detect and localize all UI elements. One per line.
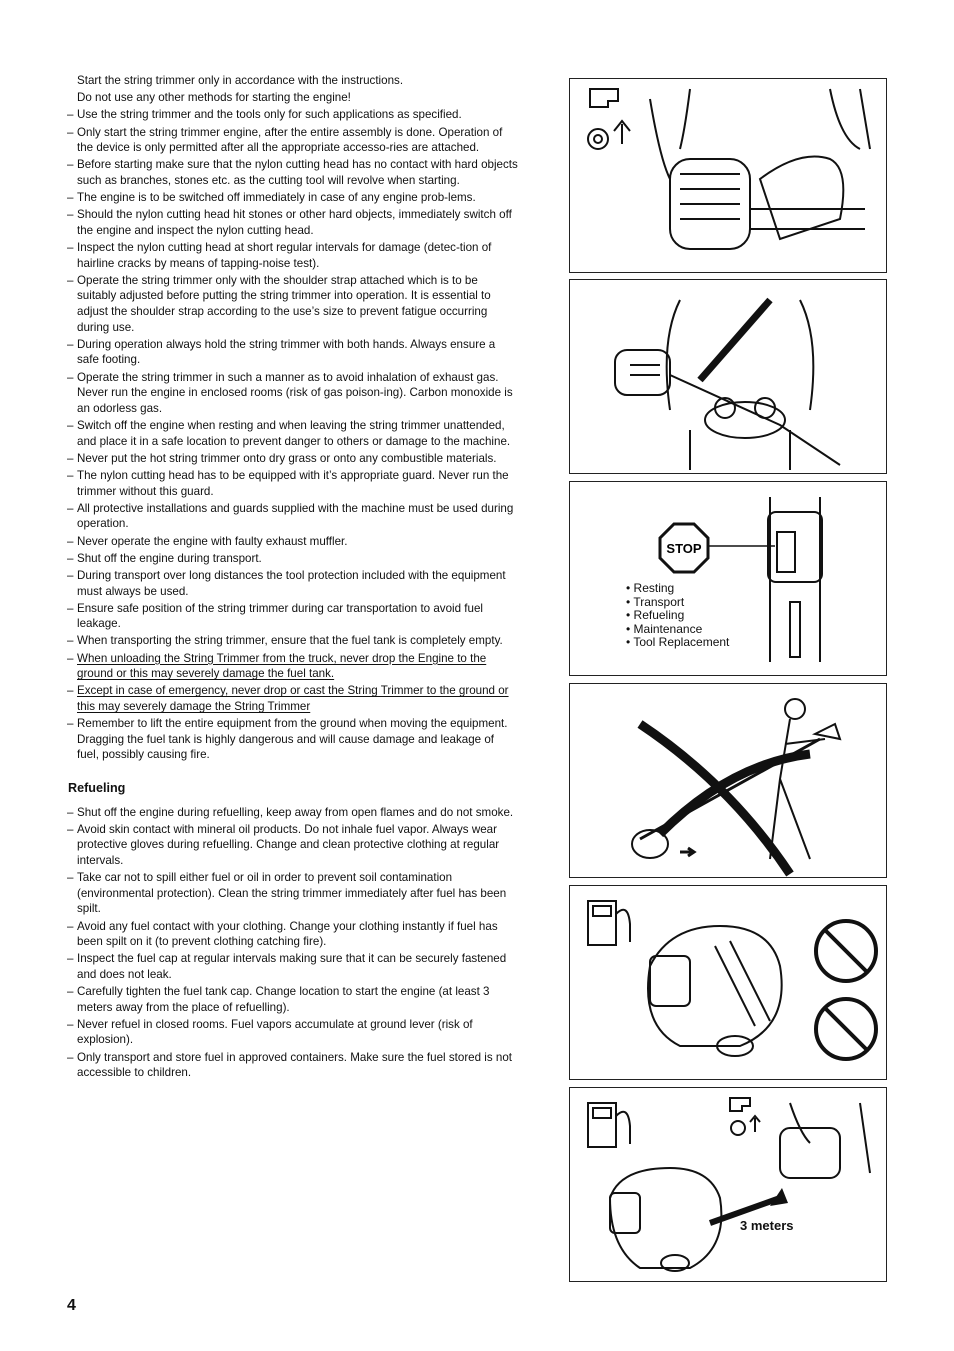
- intro-line-2: Do not use any other methods for starting the engine!: [77, 91, 351, 105]
- figure-starting-engine: [569, 78, 887, 273]
- figure-refueling: [569, 885, 887, 1080]
- text-column: [67, 73, 519, 1082]
- list-item: – Switch off the engine when resting and when leaving the string trimmer unattended, and place it in a safe location to prevent danger to others or damage to the machine.: [67, 419, 511, 448]
- refueling-heading: Refueling: [68, 781, 126, 795]
- list-item: – Shut off the engine during transport.: [67, 551, 262, 565]
- refueling-illustration: [570, 886, 886, 1079]
- list-item: – Avoid any fuel contact with your clothing. Change your clothing instantly if fuel has been spilt on it (to prevent clothing catching fire).: [67, 919, 498, 949]
- cross-stroke-2: [660, 754, 810, 834]
- list-item: – Use the string trimmer and the tools only for such applications as specified.: [67, 108, 462, 122]
- list-item: – Take car not to spill either fuel or oil in order to prevent soil contamination (environmental protection). Clean the string trimmer immediately after fuel has been spilt.: [67, 871, 507, 916]
- list-item: – Only transport and store fuel in approved containers. Make sure the fuel stored is not accessible to children.: [67, 1050, 513, 1080]
- list-item: – Never put the hot string trimmer onto dry grass or onto any combustible materials.: [67, 451, 497, 465]
- stop-conditions-list: [626, 582, 729, 650]
- list-item: – Inspect the nylon cutting head at short regular intervals for damage (detec-tion of hairline cracks by means of tapping-noise test).: [67, 241, 492, 270]
- figure-do-not-drag: [569, 683, 887, 878]
- list-item: • Tool Replacement: [626, 635, 730, 650]
- intro-line-1: Start the string trimmer only in accordance with the instructions.: [77, 74, 404, 87]
- start-icon: [730, 1098, 750, 1111]
- list-item: – Never operate the engine with faulty exhaust muffler.: [67, 534, 348, 548]
- list-item: • Refueling: [626, 608, 685, 623]
- list-item: • Transport: [626, 594, 685, 609]
- list-item: – Avoid skin contact with mineral oil products. Do not inhale fuel vapor. Always wear protective gloves during refuelling. Change and clean protective clothing at regular intervals.: [67, 822, 500, 867]
- meters-label: 3 meters: [740, 1218, 794, 1233]
- list-item: – Remember to lift the entire equipment from the ground when moving the equipment. Dragging the fuel tank is highly dangerous and will cause damage and leakage of fuel, possibly causing fire.: [67, 717, 508, 762]
- figure-move-three-meters: [569, 1087, 887, 1282]
- figure-shoulder-strap: [569, 279, 887, 474]
- list-item: – Ensure safe position of the string trimmer during car transportation to avoid fuel leakage.: [67, 601, 483, 631]
- list-item: – Should the nylon cutting head hit stones or other hard objects, immediately switch off the engine and inspect the nylon cutting head.: [67, 208, 512, 237]
- list-item: – Inspect the fuel cap at regular intervals making sure that it can be securely fastened and does not leak.: [67, 952, 507, 981]
- list-item-underlined: – When unloading the String Trimmer from the truck, never drop the Engine to the ground or this may severely damage the fuel tank.: [67, 651, 487, 681]
- list-item: – Operate the string trimmer only with the shoulder strap attached which is to be suitably adjusted before putting the string trimmer into operation. It is essential to adjust the shoulder strap according to the use’s size to prevent fatigue occurring during use.: [67, 273, 491, 334]
- list-item: – Operate the string trimmer in such a manner as to avoid inhalation of exhaust gas. Never run the engine in enclosed rooms (risk of gas poison-ing). Carbon monoxide is an odorless gas.: [67, 370, 513, 415]
- list-item: – The nylon cutting head has to be equipped with it’s appropriate guard. Never run the trimmer without this guard.: [67, 468, 509, 498]
- up-arrow-icon: [614, 121, 630, 144]
- list-item-underlined: – Except in case of emergency, never drop or cast the String Trimmer to the ground or this may severely damage the String Trimmer: [67, 684, 509, 714]
- list-item: – Before starting make sure that the nylon cutting head has no contact with hard objects such as branches, stones etc. as the cutting tool will revolve when starting.: [67, 158, 518, 187]
- safety-list: [67, 107, 519, 763]
- list-item: – During operation always hold the string trimmer with both hands. Always ensure a safe footing.: [67, 337, 496, 367]
- drag-prohibited-illustration: [570, 684, 886, 877]
- list-item: – Never refuel in closed rooms. Fuel vapors accumulate at ground lever (risk of explosion).: [67, 1017, 473, 1047]
- arrow-icon: [680, 848, 694, 856]
- move-away-illustration: [570, 1088, 886, 1281]
- list-item: – Shut off the engine during refuelling, keep away from open flames and do not smoke.: [67, 805, 514, 819]
- page-number: 4: [67, 1297, 76, 1314]
- strap-illustration: [570, 280, 886, 473]
- list-item: – The engine is to be switched off immediately in case of any engine prob-lems.: [67, 191, 476, 205]
- list-item: – Only start the string trimmer engine, after the entire assembly is done. Operation of the device is only permitted after all the appropriate accesso-ries are attached.: [67, 125, 503, 155]
- list-item: – When transporting the string trimmer, ensure that the fuel tank is completely empty.: [67, 634, 503, 648]
- list-item: • Resting: [626, 581, 675, 595]
- refueling-list: [67, 805, 519, 1081]
- list-item: – During transport over long distances the tool protection included with the equipment must always be used.: [67, 568, 506, 598]
- start-icon: [590, 89, 618, 107]
- list-item: – Carefully tighten the fuel tank cap. Change location to start the engine (at least 3 meters away from the place of refuelling).: [67, 985, 490, 1014]
- list-item: • Maintenance: [626, 621, 703, 636]
- up-arrow-icon: [750, 1116, 760, 1132]
- starting-illustration: [570, 79, 886, 272]
- stop-sign-label: STOP: [666, 541, 702, 556]
- list-item: – All protective installations and guards supplied with the machine must be used during operation.: [67, 501, 514, 531]
- figure-stop-switch: [569, 481, 887, 676]
